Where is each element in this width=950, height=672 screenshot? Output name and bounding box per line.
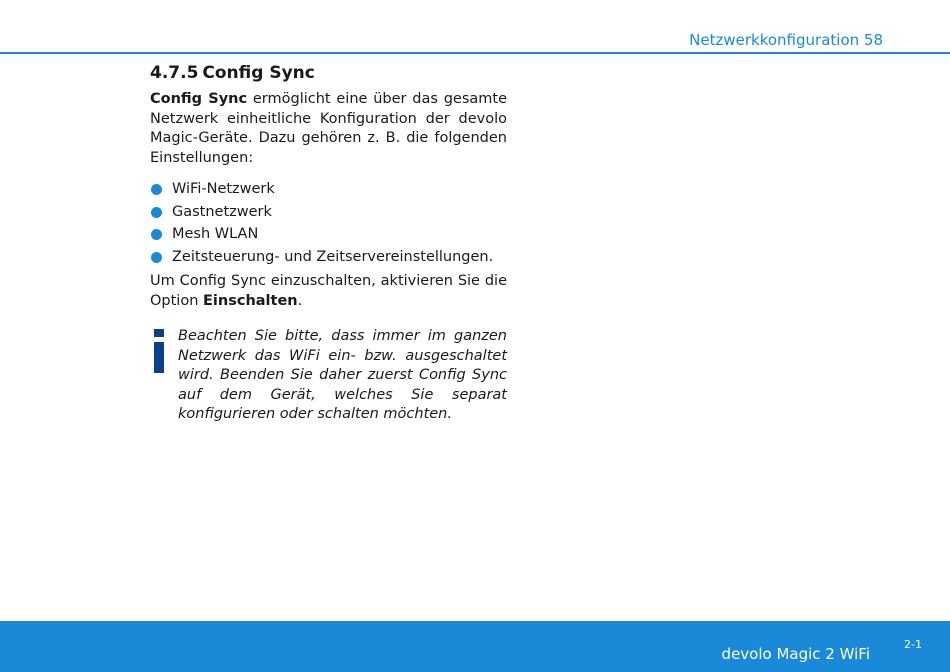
footer-product-name: devolo Magic 2 WiFi <box>721 645 870 663</box>
list-item-label: Mesh WLAN <box>172 226 259 242</box>
bullet-icon <box>151 207 162 218</box>
section-title: Config Sync <box>202 63 315 83</box>
bullet-icon <box>151 184 162 195</box>
info-note <box>150 327 507 425</box>
list-item <box>150 201 507 224</box>
info-icon <box>154 329 164 373</box>
settings-list <box>150 178 507 268</box>
intro-text: ermöglicht eine über das gesamte Netzwerk einheitliche Konfiguration der devolo Magic-Geräte. Dazu gehören z. B. die folgenden Einstellungen: <box>150 91 507 166</box>
list-item <box>150 178 507 201</box>
page-content <box>150 62 507 425</box>
list-item-label: Gastnetzwerk <box>172 203 272 220</box>
activation-text-end: . <box>297 292 303 309</box>
activation-paragraph <box>150 272 507 311</box>
list-item <box>150 246 507 269</box>
activation-option: Einschalten <box>203 292 298 309</box>
section-heading <box>150 62 507 84</box>
page-header-title: Netzwerkkonfiguration 58 <box>689 31 883 49</box>
intro-paragraph <box>150 90 507 168</box>
activation-text: Um Config Sync einzuschalten, aktivieren Sie die Option <box>150 273 507 309</box>
page-footer <box>0 621 950 672</box>
bullet-icon <box>151 252 162 263</box>
bullet-icon <box>151 229 162 240</box>
list-item <box>150 223 507 246</box>
intro-bold-term: Config Sync <box>150 91 248 107</box>
section-number: 4.7.5 <box>150 63 199 83</box>
info-note-text: Beachten Sie bitte, dass immer im ganzen Netzwerk das WiFi ein- bzw. ausgeschaltet wird. Beenden Sie daher zuerst Config Sync auf dem Gerät, welches Sie separat konfigurieren oder schalten möchten. <box>178 328 507 422</box>
list-item-label: WiFi-Netzwerk <box>172 181 275 197</box>
footer-version: 2-1 <box>904 638 922 651</box>
list-item-label: Zeitsteuerung- und Zeitservereinstellungen. <box>172 248 494 265</box>
header-divider <box>0 52 950 54</box>
